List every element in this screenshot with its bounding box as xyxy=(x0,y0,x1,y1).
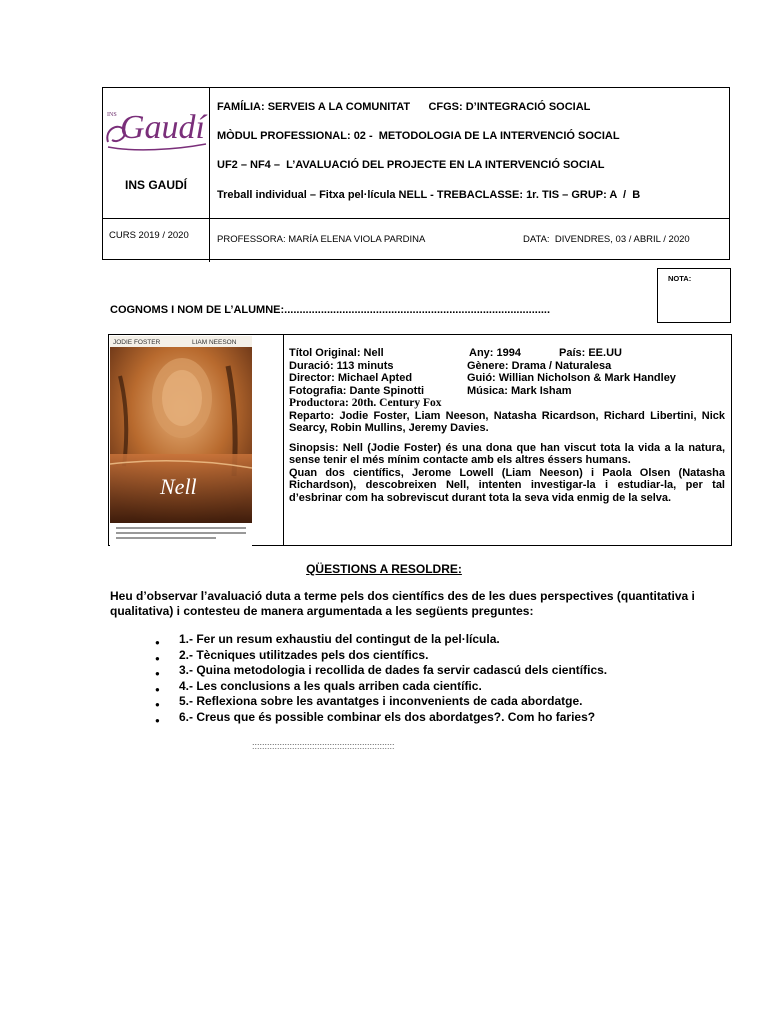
list-item: ● 5.- Reflexiona sobre les avantatges i inconvenients de cada abordatge. xyxy=(155,694,607,710)
film-sinopsis-2: Quan dos científics, Jerome Lowell (Liam Neeson) i Paola Olsen (Natasha Richardson), descobreixen Nell, intenten investigar-la i estudiar-la, per tal d’esbrinar com ha sobreviscut durant tota la seva vida enmig de la selva. xyxy=(289,466,725,504)
film-director: Director: Michael Apted xyxy=(289,372,413,384)
film-sinopsis-1: Sinopsis: Nell (Jodie Foster) és una dona que han viscut tota la vida a la natura, sense tenir el més mínim contacte amb els altres éssers humans. xyxy=(289,441,725,466)
logo-small-text: INS xyxy=(107,112,117,118)
film-any: Any: 1994 xyxy=(469,347,521,359)
logo-text: Gaudí xyxy=(120,109,205,146)
bullet-icon: ● xyxy=(155,653,160,663)
film-musica: Música: Mark Isham xyxy=(467,384,572,397)
film-productora: Productora: 20th. Century Fox xyxy=(289,397,442,409)
bullet-icon: ● xyxy=(155,669,160,678)
curs-label: CURS 2019 / 2020 xyxy=(109,230,189,241)
film-genere: Gènere: Drama / Naturalesa xyxy=(467,359,612,372)
poster-actor1: JODIE FOSTER xyxy=(113,339,161,346)
student-name-field[interactable]: COGNOMS I NOM DE L’ALUMNE:....................................................................................... xyxy=(110,304,551,316)
film-table-divider xyxy=(283,334,284,546)
bullet-icon: ● xyxy=(155,700,160,709)
dotted-separator: ::::::::::::::::::::::::::::::::::::::::::::::::::::::::: xyxy=(252,741,395,751)
bullet-icon: ● xyxy=(155,684,160,694)
questions-intro: Heu d’observar l’avaluació duta a terme pels dos científics des de les dues perspectives (quantitativa i qualitativa) i contesteu de manera argumentada a les següents preguntes: xyxy=(110,589,695,618)
film-durada: Duració: 113 minuts xyxy=(289,359,394,372)
familia-line: FAMÍLIA: SERVEIS A LA COMUNITAT CFGS: D’INTEGRACIÓ SOCIAL xyxy=(217,101,591,113)
header-divider-vertical xyxy=(209,87,210,262)
bullet-icon: ● xyxy=(155,638,160,647)
questions-list xyxy=(155,632,607,725)
film-pais: País: EE.UU xyxy=(559,347,622,359)
poster-actor2: LIAM NEESON xyxy=(192,339,237,346)
film-info xyxy=(289,347,725,504)
movie-poster xyxy=(110,336,252,546)
list-item: ● 2.- Tècniques utilitzades pels dos científics. xyxy=(155,648,607,664)
treball-line: Treball individual – Fitxa pel·lícula NELL - TREBACLASSE: 1r. TIS – GRUP: A / B xyxy=(217,189,641,201)
school-name: INS GAUDÍ xyxy=(124,178,187,192)
film-titol: Títol Original: Nell xyxy=(289,347,384,359)
list-item: ● 4.- Les conclusions a les quals arriben cada científic. xyxy=(155,679,607,695)
data-label: DATA: DIVENDRES, 03 / ABRIL / 2020 xyxy=(523,234,690,245)
list-item: ● 1.- Fer un resum exhaustiu del contingut de la pel·lícula. xyxy=(155,632,607,648)
school-logo xyxy=(104,100,208,160)
poster-title: Nell xyxy=(160,474,197,499)
nota-label: NOTA: xyxy=(668,274,692,283)
film-fotografia: Fotografia: Dante Spinotti xyxy=(289,384,425,397)
list-item: ● 6.- Creus que és possible combinar els dos abordatges?. Com ho faries? xyxy=(155,710,607,726)
header-divider-horizontal xyxy=(102,218,730,219)
professora-label: PROFESSORA: MARÍA ELENA VIOLA PARDINA xyxy=(217,234,426,245)
bullet-icon: ● xyxy=(155,715,160,725)
questions-title xyxy=(0,562,768,576)
modul-line: MÒDUL PROFESSIONAL: 02 - METODOLOGIA DE LA INTERVENCIÓ SOCIAL xyxy=(217,130,620,142)
film-guio: Guió: Willian Nicholson & Mark Handley xyxy=(467,372,676,384)
uf-line: UF2 – NF4 – L’AVALUACIÓ DEL PROJECTE EN LA INTERVENCIÓ SOCIAL xyxy=(217,159,605,171)
list-item: ● 3.- Quina metodologia i recollida de dades fa servir cadascú dels científics. xyxy=(155,663,607,679)
film-reparto: Reparto: Jodie Foster, Liam Neeson, Natasha Ricardson, Richard Libertini, Nick Searcy, Robin Mullins, Jeremy Davies. xyxy=(289,409,725,434)
questions-title-text: QÜESTIONS A RESOLDRE: xyxy=(306,562,462,576)
